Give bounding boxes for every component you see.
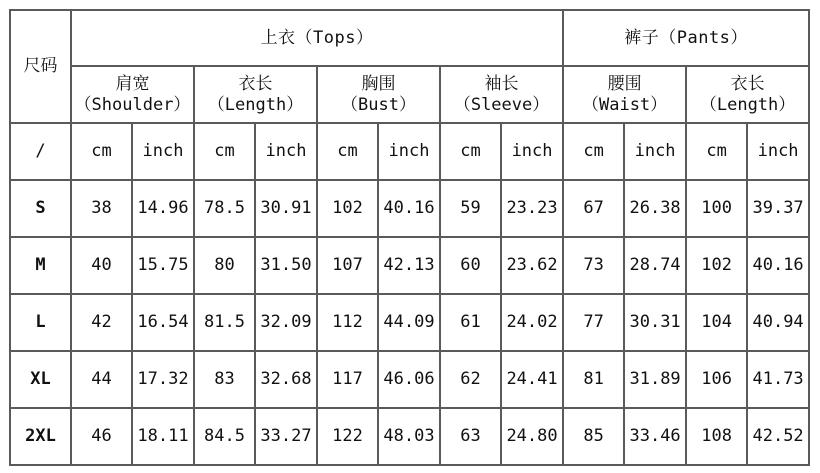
- value-cell: 106: [686, 351, 747, 408]
- value-cell: 30.31: [624, 294, 686, 351]
- value-cell: 31.89: [624, 351, 686, 408]
- unit-cm: cm: [194, 123, 255, 180]
- tops-group-header: 上衣（Tops）: [71, 10, 563, 66]
- unit-cm: cm: [71, 123, 132, 180]
- table-row: [10, 294, 809, 351]
- unit-cm: cm: [440, 123, 501, 180]
- unit-cm: cm: [563, 123, 624, 180]
- value-cell: 24.41: [501, 351, 563, 408]
- category-zh: 衣长: [730, 73, 765, 94]
- category-en: （Waist）: [581, 94, 668, 115]
- value-cell: 102: [317, 180, 378, 237]
- value-cell: 30.91: [255, 180, 317, 237]
- value-cell: 40.16: [378, 180, 440, 237]
- category-zh: 腰围: [607, 73, 642, 94]
- value-cell: 33.27: [255, 408, 317, 465]
- value-cell: 33.46: [624, 408, 686, 465]
- unit-inch: inch: [132, 123, 194, 180]
- value-cell: 77: [563, 294, 624, 351]
- value-cell: 26.38: [624, 180, 686, 237]
- unit-inch: inch: [747, 123, 809, 180]
- value-cell: 85: [563, 408, 624, 465]
- value-cell: 44: [71, 351, 132, 408]
- value-cell: 16.54: [132, 294, 194, 351]
- value-cell: 40.94: [747, 294, 809, 351]
- table-row: [10, 180, 809, 237]
- value-cell: 112: [317, 294, 378, 351]
- value-cell: 108: [686, 408, 747, 465]
- value-cell: 46: [71, 408, 132, 465]
- value-cell: 102: [686, 237, 747, 294]
- value-cell: 40.16: [747, 237, 809, 294]
- category-en: （Bust）: [341, 94, 416, 115]
- value-cell: 81: [563, 351, 624, 408]
- value-cell: 59: [440, 180, 501, 237]
- value-cell: 78.5: [194, 180, 255, 237]
- value-cell: 31.50: [255, 237, 317, 294]
- table-row: [10, 237, 809, 294]
- size-cell: L: [10, 294, 71, 351]
- category-sleeve: [440, 66, 563, 123]
- value-cell: 32.09: [255, 294, 317, 351]
- category-bust: [317, 66, 440, 123]
- value-cell: 24.02: [501, 294, 563, 351]
- value-cell: 41.73: [747, 351, 809, 408]
- unit-cm: cm: [317, 123, 378, 180]
- value-cell: 84.5: [194, 408, 255, 465]
- unit-inch: inch: [501, 123, 563, 180]
- value-cell: 107: [317, 237, 378, 294]
- value-cell: 23.62: [501, 237, 563, 294]
- value-cell: 46.06: [378, 351, 440, 408]
- category-en: （Shoulder）: [74, 94, 191, 115]
- value-cell: 42.13: [378, 237, 440, 294]
- value-cell: 62: [440, 351, 501, 408]
- size-cell: M: [10, 237, 71, 294]
- value-cell: 61: [440, 294, 501, 351]
- value-cell: 80: [194, 237, 255, 294]
- size-cell: S: [10, 180, 71, 237]
- value-cell: 42.52: [747, 408, 809, 465]
- value-cell: 73: [563, 237, 624, 294]
- category-zh: 衣长: [238, 73, 273, 94]
- value-cell: 122: [317, 408, 378, 465]
- value-cell: 32.68: [255, 351, 317, 408]
- value-cell: 23.23: [501, 180, 563, 237]
- size-cell: 2XL: [10, 408, 71, 465]
- category-waist: [563, 66, 686, 123]
- pants-group-header: 裤子（Pants）: [563, 10, 809, 66]
- value-cell: 81.5: [194, 294, 255, 351]
- value-cell: 60: [440, 237, 501, 294]
- group-header-row: [10, 10, 809, 66]
- table-row: [10, 351, 809, 408]
- table-row: [10, 408, 809, 465]
- value-cell: 117: [317, 351, 378, 408]
- category-top-length: [194, 66, 317, 123]
- value-cell: 83: [194, 351, 255, 408]
- value-cell: 40: [71, 237, 132, 294]
- size-column-header: 尺码: [10, 10, 71, 123]
- unit-size-cell: /: [10, 123, 71, 180]
- unit-inch: inch: [255, 123, 317, 180]
- category-zh: 胸围: [361, 73, 396, 94]
- value-cell: 63: [440, 408, 501, 465]
- value-cell: 15.75: [132, 237, 194, 294]
- value-cell: 14.96: [132, 180, 194, 237]
- value-cell: 48.03: [378, 408, 440, 465]
- value-cell: 17.32: [132, 351, 194, 408]
- value-cell: 24.80: [501, 408, 563, 465]
- category-zh: 肩宽: [115, 73, 150, 94]
- value-cell: 100: [686, 180, 747, 237]
- category-zh: 袖长: [484, 73, 519, 94]
- value-cell: 42: [71, 294, 132, 351]
- category-shoulder: [71, 66, 194, 123]
- value-cell: 104: [686, 294, 747, 351]
- size-chart-table: [9, 9, 810, 466]
- value-cell: 44.09: [378, 294, 440, 351]
- unit-cm: cm: [686, 123, 747, 180]
- category-en: （Length）: [207, 94, 304, 115]
- size-cell: XL: [10, 351, 71, 408]
- category-pants-length: [686, 66, 809, 123]
- value-cell: 38: [71, 180, 132, 237]
- category-header-row: [10, 66, 809, 123]
- value-cell: 39.37: [747, 180, 809, 237]
- category-en: （Length）: [699, 94, 796, 115]
- value-cell: 28.74: [624, 237, 686, 294]
- unit-inch: inch: [378, 123, 440, 180]
- category-en: （Sleeve）: [453, 94, 550, 115]
- value-cell: 67: [563, 180, 624, 237]
- unit-row: [10, 123, 809, 180]
- unit-inch: inch: [624, 123, 686, 180]
- value-cell: 18.11: [132, 408, 194, 465]
